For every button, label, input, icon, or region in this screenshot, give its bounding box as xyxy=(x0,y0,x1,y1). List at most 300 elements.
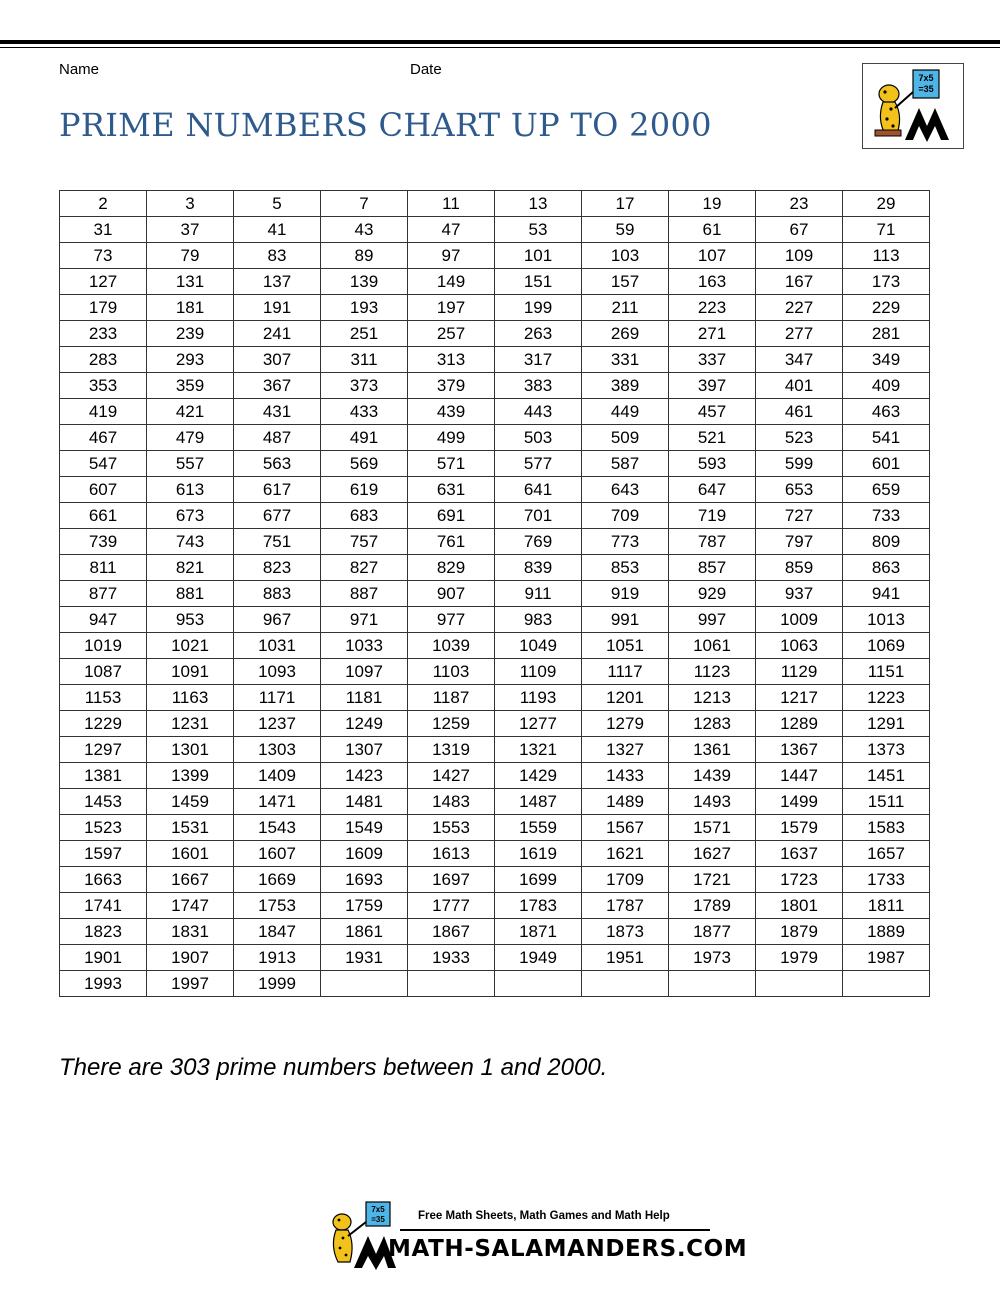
prime-cell: 877 xyxy=(60,581,147,607)
prime-cell: 313 xyxy=(408,347,495,373)
prime-cell: 557 xyxy=(147,451,234,477)
prime-cell: 683 xyxy=(321,503,408,529)
prime-cell: 1453 xyxy=(60,789,147,815)
prime-cell: 401 xyxy=(756,373,843,399)
table-row xyxy=(60,581,930,607)
prime-cell: 853 xyxy=(582,555,669,581)
prime-cell: 1597 xyxy=(60,841,147,867)
prime-cell: 1531 xyxy=(147,815,234,841)
prime-cell: 887 xyxy=(321,581,408,607)
prime-cell xyxy=(495,971,582,997)
prime-cell: 1229 xyxy=(60,711,147,737)
prime-cell: 1231 xyxy=(147,711,234,737)
footer-logo[interactable] xyxy=(324,1200,396,1270)
table-row xyxy=(60,321,930,347)
prime-cell: 641 xyxy=(495,477,582,503)
prime-cell: 991 xyxy=(582,607,669,633)
prime-cell: 601 xyxy=(843,451,930,477)
prime-cell: 701 xyxy=(495,503,582,529)
prime-cell: 1429 xyxy=(495,763,582,789)
prime-cell: 53 xyxy=(495,217,582,243)
prime-cell: 479 xyxy=(147,425,234,451)
prime-cell: 941 xyxy=(843,581,930,607)
prime-cell: 353 xyxy=(60,373,147,399)
prime-cell: 157 xyxy=(582,269,669,295)
prime-cell: 103 xyxy=(582,243,669,269)
prime-cell: 1123 xyxy=(669,659,756,685)
prime-cell: 1019 xyxy=(60,633,147,659)
prime-cell: 443 xyxy=(495,399,582,425)
table-row xyxy=(60,789,930,815)
prime-cell: 613 xyxy=(147,477,234,503)
prime-cell: 571 xyxy=(408,451,495,477)
prime-cell: 1847 xyxy=(234,919,321,945)
prime-cell: 1627 xyxy=(669,841,756,867)
prime-cell: 269 xyxy=(582,321,669,347)
prime-cell: 1013 xyxy=(843,607,930,633)
prime-cell: 1423 xyxy=(321,763,408,789)
prime-cell: 769 xyxy=(495,529,582,555)
logo-text-bottom: =35 xyxy=(918,84,934,94)
prime-cell: 1523 xyxy=(60,815,147,841)
prime-cell: 449 xyxy=(582,399,669,425)
prime-cell: 347 xyxy=(756,347,843,373)
prime-cell: 1201 xyxy=(582,685,669,711)
prime-cell: 1559 xyxy=(495,815,582,841)
table-row xyxy=(60,945,930,971)
prime-cell: 1607 xyxy=(234,841,321,867)
prime-cell: 1913 xyxy=(234,945,321,971)
salamander-logo-icon xyxy=(863,64,963,148)
prime-cell: 431 xyxy=(234,399,321,425)
prime-cell: 1459 xyxy=(147,789,234,815)
prime-cell: 983 xyxy=(495,607,582,633)
prime-cell: 1579 xyxy=(756,815,843,841)
prime-cell: 433 xyxy=(321,399,408,425)
prime-cell: 211 xyxy=(582,295,669,321)
prime-cell: 1861 xyxy=(321,919,408,945)
prime-cell: 659 xyxy=(843,477,930,503)
prime-cell: 1283 xyxy=(669,711,756,737)
prime-cell: 1901 xyxy=(60,945,147,971)
prime-cell: 223 xyxy=(669,295,756,321)
prime-cell xyxy=(582,971,669,997)
prime-cell: 859 xyxy=(756,555,843,581)
prime-cell: 257 xyxy=(408,321,495,347)
prime-cell: 281 xyxy=(843,321,930,347)
prime-cell: 47 xyxy=(408,217,495,243)
prime-cell: 1471 xyxy=(234,789,321,815)
prime-cell: 131 xyxy=(147,269,234,295)
prime-cell: 1021 xyxy=(147,633,234,659)
prime-cell: 599 xyxy=(756,451,843,477)
prime-cell: 541 xyxy=(843,425,930,451)
prime-cell: 1553 xyxy=(408,815,495,841)
prime-cell: 829 xyxy=(408,555,495,581)
prime-cell: 827 xyxy=(321,555,408,581)
prime-cell: 349 xyxy=(843,347,930,373)
prime-cell: 181 xyxy=(147,295,234,321)
prime-cell: 311 xyxy=(321,347,408,373)
prime-cell: 457 xyxy=(669,399,756,425)
prime-cell: 1619 xyxy=(495,841,582,867)
prime-cell: 43 xyxy=(321,217,408,243)
prime-cell: 331 xyxy=(582,347,669,373)
prime-cell: 1951 xyxy=(582,945,669,971)
table-row xyxy=(60,685,930,711)
prime-cell: 809 xyxy=(843,529,930,555)
prime-cell: 1039 xyxy=(408,633,495,659)
prime-cell: 1259 xyxy=(408,711,495,737)
prime-cell: 1999 xyxy=(234,971,321,997)
prime-cell: 503 xyxy=(495,425,582,451)
prime-cell: 1163 xyxy=(147,685,234,711)
prime-cell: 1831 xyxy=(147,919,234,945)
prime-cell: 907 xyxy=(408,581,495,607)
prime-cell: 607 xyxy=(60,477,147,503)
prime-cell: 661 xyxy=(60,503,147,529)
prime-cell: 1249 xyxy=(321,711,408,737)
table-row xyxy=(60,477,930,503)
prime-cell: 1361 xyxy=(669,737,756,763)
prime-cell: 997 xyxy=(669,607,756,633)
table-row xyxy=(60,373,930,399)
prime-cell: 1637 xyxy=(756,841,843,867)
prime-cell: 587 xyxy=(582,451,669,477)
prime-cell: 1213 xyxy=(669,685,756,711)
table-row xyxy=(60,633,930,659)
prime-cell: 239 xyxy=(147,321,234,347)
prime-cell: 499 xyxy=(408,425,495,451)
prime-cell: 109 xyxy=(756,243,843,269)
prime-cell: 1787 xyxy=(582,893,669,919)
prime-cell: 1663 xyxy=(60,867,147,893)
prime-table xyxy=(59,190,930,997)
prime-cell: 1873 xyxy=(582,919,669,945)
prime-cell: 1427 xyxy=(408,763,495,789)
prime-cell: 1433 xyxy=(582,763,669,789)
prime-cell: 1613 xyxy=(408,841,495,867)
prime-cell: 1321 xyxy=(495,737,582,763)
prime-cell: 467 xyxy=(60,425,147,451)
table-row xyxy=(60,971,930,997)
prime-cell: 107 xyxy=(669,243,756,269)
prime-cell: 821 xyxy=(147,555,234,581)
prime-cell: 1033 xyxy=(321,633,408,659)
prime-cell: 967 xyxy=(234,607,321,633)
table-row xyxy=(60,763,930,789)
prime-cell: 487 xyxy=(234,425,321,451)
prime-cell: 1667 xyxy=(147,867,234,893)
top-rule-thin xyxy=(0,47,1000,48)
table-row xyxy=(60,191,930,217)
prime-cell: 617 xyxy=(234,477,321,503)
top-rule xyxy=(0,40,1000,44)
prime-cell xyxy=(408,971,495,997)
table-row xyxy=(60,607,930,633)
prime-cell: 139 xyxy=(321,269,408,295)
prime-cell: 1867 xyxy=(408,919,495,945)
prime-cell: 307 xyxy=(234,347,321,373)
prime-cell: 1061 xyxy=(669,633,756,659)
prime-cell xyxy=(669,971,756,997)
prime-cell: 79 xyxy=(147,243,234,269)
prime-cell: 7 xyxy=(321,191,408,217)
prime-cell: 1697 xyxy=(408,867,495,893)
prime-cell: 397 xyxy=(669,373,756,399)
prime-cell: 1993 xyxy=(60,971,147,997)
prime-cell: 463 xyxy=(843,399,930,425)
prime-cell: 739 xyxy=(60,529,147,555)
prime-cell: 251 xyxy=(321,321,408,347)
prime-cell: 1699 xyxy=(495,867,582,893)
table-row xyxy=(60,399,930,425)
prime-cell: 167 xyxy=(756,269,843,295)
footer-salamander-icon xyxy=(324,1200,396,1270)
prime-cell: 523 xyxy=(756,425,843,451)
prime-cell: 439 xyxy=(408,399,495,425)
prime-cell: 83 xyxy=(234,243,321,269)
prime-cell: 17 xyxy=(582,191,669,217)
prime-cell: 59 xyxy=(582,217,669,243)
prime-cell: 751 xyxy=(234,529,321,555)
prime-cell: 1481 xyxy=(321,789,408,815)
prime-cell xyxy=(843,971,930,997)
table-row xyxy=(60,347,930,373)
prime-cell: 743 xyxy=(147,529,234,555)
prime-cell: 647 xyxy=(669,477,756,503)
table-row xyxy=(60,555,930,581)
prime-cell: 929 xyxy=(669,581,756,607)
prime-cell: 383 xyxy=(495,373,582,399)
prime-cell: 1063 xyxy=(756,633,843,659)
prime-cell: 13 xyxy=(495,191,582,217)
prime-cell: 773 xyxy=(582,529,669,555)
prime-cell: 1291 xyxy=(843,711,930,737)
prime-cell: 1171 xyxy=(234,685,321,711)
prime-cell: 317 xyxy=(495,347,582,373)
prime-cell: 1129 xyxy=(756,659,843,685)
table-row xyxy=(60,295,930,321)
prime-cell: 863 xyxy=(843,555,930,581)
prime-cell: 31 xyxy=(60,217,147,243)
table-row xyxy=(60,217,930,243)
prime-cell: 233 xyxy=(60,321,147,347)
prime-cell: 937 xyxy=(756,581,843,607)
prime-cell: 1181 xyxy=(321,685,408,711)
table-row xyxy=(60,711,930,737)
prime-cell: 1297 xyxy=(60,737,147,763)
prime-cell: 149 xyxy=(408,269,495,295)
prime-cell: 97 xyxy=(408,243,495,269)
prime-cell: 1009 xyxy=(756,607,843,633)
prime-cell: 5 xyxy=(234,191,321,217)
prime-cell: 1733 xyxy=(843,867,930,893)
name-label: Name xyxy=(59,61,100,78)
prime-cell: 73 xyxy=(60,243,147,269)
prime-cell xyxy=(321,971,408,997)
prime-cell: 709 xyxy=(582,503,669,529)
prime-cell: 563 xyxy=(234,451,321,477)
prime-cell: 337 xyxy=(669,347,756,373)
prime-cell: 787 xyxy=(669,529,756,555)
prime-cell: 1439 xyxy=(669,763,756,789)
prime-cell: 1879 xyxy=(756,919,843,945)
prime-cell: 277 xyxy=(756,321,843,347)
prime-cell: 1783 xyxy=(495,893,582,919)
prime-cell: 1549 xyxy=(321,815,408,841)
prime-cell: 1583 xyxy=(843,815,930,841)
prime-cell: 227 xyxy=(756,295,843,321)
prime-cell: 1571 xyxy=(669,815,756,841)
prime-cell: 719 xyxy=(669,503,756,529)
prime-cell: 1483 xyxy=(408,789,495,815)
table-row xyxy=(60,893,930,919)
prime-cell: 797 xyxy=(756,529,843,555)
prime-cell: 283 xyxy=(60,347,147,373)
prime-cell: 1789 xyxy=(669,893,756,919)
logo-text-top: 7x5 xyxy=(918,73,934,83)
prime-cell: 41 xyxy=(234,217,321,243)
table-row xyxy=(60,659,930,685)
prime-cell: 1279 xyxy=(582,711,669,737)
prime-cell: 823 xyxy=(234,555,321,581)
table-row xyxy=(60,867,930,893)
prime-cell: 1223 xyxy=(843,685,930,711)
prime-cell: 1669 xyxy=(234,867,321,893)
prime-cell: 367 xyxy=(234,373,321,399)
prime-cell: 1399 xyxy=(147,763,234,789)
prime-cell: 1889 xyxy=(843,919,930,945)
prime-cell: 241 xyxy=(234,321,321,347)
prime-cell: 1151 xyxy=(843,659,930,685)
prime-cell: 1949 xyxy=(495,945,582,971)
prime-cell: 271 xyxy=(669,321,756,347)
prime-cell: 359 xyxy=(147,373,234,399)
prime-cell: 953 xyxy=(147,607,234,633)
prime-cell: 677 xyxy=(234,503,321,529)
table-row xyxy=(60,919,930,945)
prime-cell: 113 xyxy=(843,243,930,269)
table-row xyxy=(60,503,930,529)
prime-cell: 1237 xyxy=(234,711,321,737)
prime-cell: 757 xyxy=(321,529,408,555)
prime-cell: 1093 xyxy=(234,659,321,685)
prime-cell: 419 xyxy=(60,399,147,425)
prime-cell: 421 xyxy=(147,399,234,425)
prime-cell: 1451 xyxy=(843,763,930,789)
prime-cell: 1747 xyxy=(147,893,234,919)
prime-cell: 1091 xyxy=(147,659,234,685)
prime-cell: 1087 xyxy=(60,659,147,685)
prime-cell: 1103 xyxy=(408,659,495,685)
prime-cell: 191 xyxy=(234,295,321,321)
prime-cell: 1381 xyxy=(60,763,147,789)
summary-text: There are 303 prime numbers between 1 and 2000. xyxy=(59,1054,608,1081)
prime-cell: 733 xyxy=(843,503,930,529)
prime-cell: 1907 xyxy=(147,945,234,971)
prime-cell: 379 xyxy=(408,373,495,399)
prime-cell: 263 xyxy=(495,321,582,347)
prime-cell: 643 xyxy=(582,477,669,503)
prime-cell: 1543 xyxy=(234,815,321,841)
prime-cell: 1601 xyxy=(147,841,234,867)
prime-cell: 137 xyxy=(234,269,321,295)
prime-cell: 37 xyxy=(147,217,234,243)
prime-cell: 1987 xyxy=(843,945,930,971)
prime-cell: 71 xyxy=(843,217,930,243)
prime-cell: 1753 xyxy=(234,893,321,919)
prime-cell: 2 xyxy=(60,191,147,217)
prime-cell: 1499 xyxy=(756,789,843,815)
prime-cell: 1117 xyxy=(582,659,669,685)
prime-cell: 1657 xyxy=(843,841,930,867)
prime-cell: 1319 xyxy=(408,737,495,763)
prime-cell: 1609 xyxy=(321,841,408,867)
prime-cell: 1153 xyxy=(60,685,147,711)
footer-divider xyxy=(400,1229,710,1231)
prime-cell: 173 xyxy=(843,269,930,295)
table-row xyxy=(60,451,930,477)
prime-cell: 1031 xyxy=(234,633,321,659)
prime-cell: 193 xyxy=(321,295,408,321)
prime-cell: 811 xyxy=(60,555,147,581)
prime-cell: 1187 xyxy=(408,685,495,711)
prime-cell: 1721 xyxy=(669,867,756,893)
prime-cell: 727 xyxy=(756,503,843,529)
prime-cell: 971 xyxy=(321,607,408,633)
prime-cell: 1489 xyxy=(582,789,669,815)
prime-cell: 1823 xyxy=(60,919,147,945)
prime-cell: 881 xyxy=(147,581,234,607)
prime-cell: 23 xyxy=(756,191,843,217)
prime-cell: 977 xyxy=(408,607,495,633)
prime-cell: 947 xyxy=(60,607,147,633)
prime-cell: 1741 xyxy=(60,893,147,919)
prime-cell: 761 xyxy=(408,529,495,555)
prime-cell: 619 xyxy=(321,477,408,503)
page-title: PRIME NUMBERS CHART UP TO 2000 xyxy=(59,106,712,144)
prime-cell: 1723 xyxy=(756,867,843,893)
table-row xyxy=(60,841,930,867)
prime-cell: 1693 xyxy=(321,867,408,893)
prime-cell: 919 xyxy=(582,581,669,607)
prime-cell: 461 xyxy=(756,399,843,425)
prime-cell: 1367 xyxy=(756,737,843,763)
prime-cell: 89 xyxy=(321,243,408,269)
footer-logo-text-bottom: =35 xyxy=(371,1215,385,1224)
prime-cell: 521 xyxy=(669,425,756,451)
prime-cell: 3 xyxy=(147,191,234,217)
prime-cell: 1871 xyxy=(495,919,582,945)
table-row xyxy=(60,529,930,555)
prime-cell: 61 xyxy=(669,217,756,243)
prime-cell: 1973 xyxy=(669,945,756,971)
prime-cell: 857 xyxy=(669,555,756,581)
prime-cell: 1193 xyxy=(495,685,582,711)
prime-cell: 691 xyxy=(408,503,495,529)
prime-cell: 569 xyxy=(321,451,408,477)
prime-cell: 653 xyxy=(756,477,843,503)
prime-cell: 911 xyxy=(495,581,582,607)
prime-cell: 1709 xyxy=(582,867,669,893)
prime-cell: 1277 xyxy=(495,711,582,737)
prime-cell: 1777 xyxy=(408,893,495,919)
footer-site-link[interactable]: MATH-SALAMANDERS.COM xyxy=(388,1236,748,1262)
prime-cell: 389 xyxy=(582,373,669,399)
prime-cell: 509 xyxy=(582,425,669,451)
prime-cell: 409 xyxy=(843,373,930,399)
